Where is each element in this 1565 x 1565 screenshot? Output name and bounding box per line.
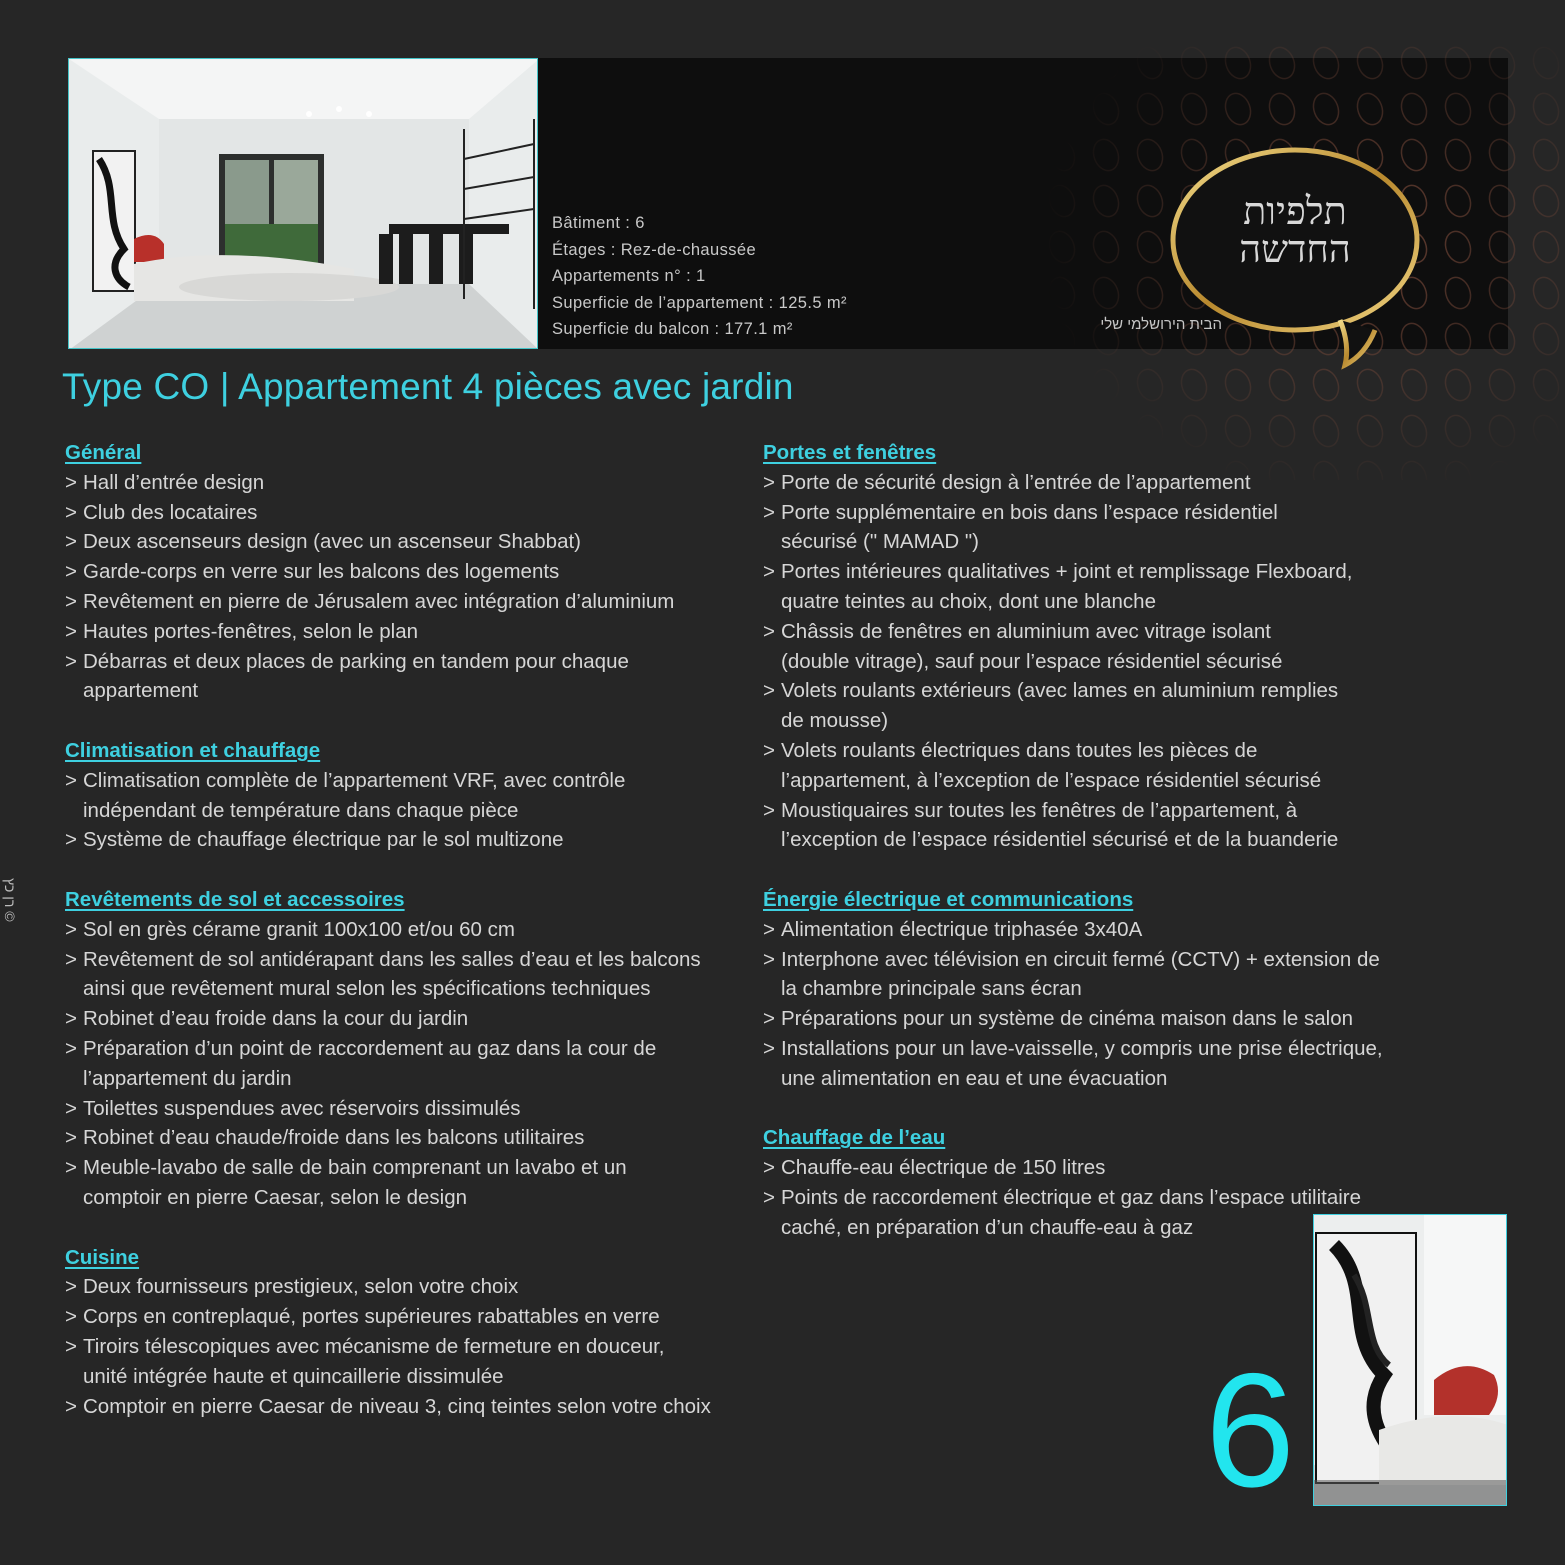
page-number: 6 bbox=[1205, 1340, 1296, 1521]
bullet-marker: > bbox=[65, 530, 77, 554]
list-item bbox=[65, 647, 755, 707]
list-item bbox=[65, 825, 755, 855]
list-item bbox=[65, 1302, 755, 1332]
list-item-text: Portes intérieures qualitatives + joint et remplissage Flexboard, bbox=[781, 560, 1353, 584]
list-item-text: Corps en contreplaqué, portes supérieures rabattables en verre bbox=[83, 1305, 660, 1329]
list-item-text: Toilettes suspendues avec réservoirs dissimulés bbox=[83, 1096, 521, 1120]
list-item-text: Deux ascenseurs design (avec un ascenseur Shabbat) bbox=[83, 530, 581, 554]
list-item bbox=[65, 1272, 755, 1302]
section-title: Climatisation et chauffage bbox=[65, 738, 321, 762]
building-specs bbox=[552, 210, 847, 343]
bullet-marker: > bbox=[65, 1007, 77, 1031]
list-item-text: Moustiquaires sur toutes les fenêtres de l’appartement, à bbox=[781, 798, 1298, 822]
bullet-marker: > bbox=[65, 768, 77, 792]
section-title: Portes et fenêtres bbox=[763, 441, 937, 464]
spec-section bbox=[65, 736, 755, 855]
bullet-marker: > bbox=[763, 1156, 775, 1180]
left-column bbox=[65, 438, 755, 1451]
bullet-marker: > bbox=[763, 738, 775, 762]
bullet-marker: > bbox=[763, 470, 775, 494]
list-item-text: Châssis de fenêtres en aluminium avec vitrage isolant bbox=[781, 619, 1271, 643]
bullet-marker: > bbox=[763, 1007, 775, 1031]
list-item-text: l’appartement du jardin bbox=[83, 1066, 292, 1090]
list-item bbox=[65, 587, 755, 617]
bullet-marker: > bbox=[763, 500, 775, 524]
list-item bbox=[65, 527, 755, 557]
bullet-marker: > bbox=[65, 1096, 77, 1120]
list-item-text: Préparation d’un point de raccordement au gaz dans la cour de bbox=[83, 1036, 657, 1060]
logo-line-2: החדשה bbox=[1239, 227, 1351, 271]
brand-tagline: הבית הירושלמי שלי bbox=[1100, 316, 1222, 333]
list-item bbox=[763, 498, 1423, 558]
bullet-marker: > bbox=[65, 947, 77, 971]
list-item-text: Points de raccordement électrique et gaz dans l’espace utilitaire bbox=[781, 1185, 1362, 1209]
list-item bbox=[763, 1004, 1423, 1034]
list-item-text: de mousse) bbox=[781, 709, 889, 733]
bullet-marker: > bbox=[65, 500, 77, 524]
list-item-text: indépendant de température dans chaque pièce bbox=[83, 798, 519, 822]
list-item-text: Club des locataires bbox=[83, 500, 258, 524]
list-item-text: Meuble-lavabo de salle de bain comprenant un lavabo et un bbox=[83, 1156, 627, 1180]
bullet-marker: > bbox=[65, 828, 77, 852]
list-item bbox=[65, 945, 755, 1005]
spec-floors: Étages : Rez-de-chaussée bbox=[552, 240, 757, 259]
bullet-marker: > bbox=[65, 1275, 77, 1299]
list-item bbox=[65, 1123, 755, 1153]
list-item-text: Tiroirs télescopiques avec mécanisme de fermeture en douceur, bbox=[83, 1334, 665, 1358]
right-column bbox=[763, 438, 1423, 1272]
list-item-text: Hall d’entrée design bbox=[83, 470, 265, 494]
section-title: Général bbox=[65, 441, 142, 464]
list-item bbox=[65, 498, 755, 528]
section-title: Énergie électrique et communications bbox=[763, 887, 1134, 911]
hero-interior-photo bbox=[68, 58, 538, 349]
bullet-marker: > bbox=[65, 1036, 77, 1060]
list-item bbox=[763, 1153, 1423, 1183]
list-item bbox=[65, 617, 755, 647]
bullet-marker: > bbox=[65, 619, 77, 643]
brand-logo-text bbox=[1180, 189, 1410, 271]
list-item bbox=[763, 617, 1423, 677]
spec-section bbox=[65, 885, 755, 1213]
list-item-text: Revêtement en pierre de Jérusalem avec intégration d’aluminium bbox=[83, 589, 675, 613]
spec-balcony-area: Superficie du balcon : 177.1 m² bbox=[552, 320, 793, 338]
logo-line-1: תלפיות bbox=[1243, 189, 1347, 233]
bullet-marker: > bbox=[763, 679, 775, 703]
bullet-marker: > bbox=[65, 470, 77, 494]
bullet-marker: > bbox=[65, 1334, 77, 1358]
list-item-text: ainsi que revêtement mural selon les spécifications techniques bbox=[83, 977, 651, 1001]
list-item-text: Robinet d’eau froide dans la cour du jardin bbox=[83, 1007, 469, 1031]
list-item-text: quatre teintes au choix, dont une blanche bbox=[781, 589, 1156, 613]
bullet-marker: > bbox=[763, 917, 775, 941]
bullet-marker: > bbox=[763, 798, 775, 822]
list-item bbox=[65, 1094, 755, 1124]
list-item bbox=[763, 468, 1423, 498]
list-item-text: caché, en préparation d’un chauffe-eau à gaz bbox=[781, 1215, 1194, 1239]
spec-apartments: Appartements n° : 1 bbox=[552, 267, 706, 285]
bullet-marker: > bbox=[65, 589, 77, 613]
list-item bbox=[65, 468, 755, 498]
section-title: Chauffage de l’eau bbox=[763, 1126, 946, 1150]
bullet-marker: > bbox=[65, 917, 77, 941]
list-item bbox=[65, 1153, 755, 1213]
list-item-text: Revêtement de sol antidérapant dans les salles d’eau et les balcons bbox=[83, 947, 701, 971]
list-item bbox=[65, 766, 755, 826]
list-item-text: Sol en grès cérame granit 100x100 et/ou 60 cm bbox=[83, 917, 515, 941]
page-title: Type CO | Appartement 4 pièces avec jardin bbox=[62, 366, 794, 407]
bullet-marker: > bbox=[763, 560, 775, 584]
bullet-marker: > bbox=[65, 1305, 77, 1329]
photo-credit: רן כץ © bbox=[2, 878, 18, 922]
bullet-marker: > bbox=[65, 560, 77, 584]
list-item-text: (double vitrage), sauf pour l’espace résidentiel sécurisé bbox=[781, 649, 1283, 673]
list-item-text: unité intégrée haute et quincaillerie dissimulée bbox=[83, 1364, 504, 1388]
list-item-text: Interphone avec télévision en circuit fermé (CCTV) + extension de bbox=[781, 947, 1380, 971]
spec-section bbox=[65, 438, 755, 706]
list-item-text: Hautes portes-fenêtres, selon le plan bbox=[83, 619, 419, 643]
list-item-text: Climatisation complète de l’appartement VRF, avec contrôle bbox=[83, 768, 626, 792]
bullet-marker: > bbox=[65, 1126, 77, 1150]
list-item bbox=[763, 915, 1423, 945]
bullet-marker: > bbox=[65, 649, 77, 673]
list-item bbox=[65, 1332, 755, 1392]
list-item-text: appartement bbox=[83, 679, 199, 703]
bullet-marker: > bbox=[65, 1156, 77, 1180]
list-item-text: comptoir en pierre Caesar, selon le design bbox=[83, 1185, 468, 1209]
bullet-marker: > bbox=[763, 1185, 775, 1209]
list-item bbox=[65, 1034, 755, 1094]
list-item-text: Alimentation électrique triphasée 3x40A bbox=[781, 917, 1143, 941]
list-item-text: la chambre principale sans écran bbox=[781, 977, 1082, 1001]
list-item-text: Volets roulants électriques dans toutes les pièces de bbox=[781, 738, 1258, 762]
section-title: Cuisine bbox=[65, 1245, 140, 1269]
list-item-text: Préparations pour un système de cinéma maison dans le salon bbox=[781, 1007, 1354, 1031]
list-item-text: sécurisé (" MAMAD ") bbox=[781, 530, 979, 554]
list-item-text: Robinet d’eau chaude/froide dans les balcons utilitaires bbox=[83, 1126, 585, 1150]
list-item bbox=[65, 557, 755, 587]
list-item-text: Chauffe-eau électrique de 150 litres bbox=[781, 1156, 1106, 1180]
spec-section bbox=[763, 885, 1423, 1094]
list-item-text: Installations pour un lave-vaisselle, y compris une prise électrique, bbox=[781, 1036, 1383, 1060]
living-room-thumbnail bbox=[1313, 1214, 1507, 1506]
list-item-text: Système de chauffage électrique par le sol multizone bbox=[83, 828, 564, 852]
list-item bbox=[65, 1392, 755, 1422]
list-item-text: l’exception de l’espace résidentiel sécurisé et de la buanderie bbox=[781, 828, 1339, 852]
list-item bbox=[763, 557, 1423, 617]
list-item bbox=[763, 796, 1423, 856]
spec-section bbox=[65, 1243, 755, 1422]
list-item-text: une alimentation en eau et une évacuation bbox=[781, 1066, 1168, 1090]
list-item-text: Comptoir en pierre Caesar de niveau 3, cinq teintes selon votre choix bbox=[83, 1394, 711, 1418]
list-item-text: Débarras et deux places de parking en tandem pour chaque bbox=[83, 649, 629, 673]
bullet-marker: > bbox=[763, 619, 775, 643]
list-item-text: Garde-corps en verre sur les balcons des logements bbox=[83, 560, 560, 584]
spec-section bbox=[763, 438, 1423, 855]
list-item-text: Volets roulants extérieurs (avec lames en aluminium remplies bbox=[781, 679, 1339, 703]
list-item-text: Deux fournisseurs prestigieux, selon votre choix bbox=[83, 1275, 519, 1299]
list-item bbox=[65, 915, 755, 945]
list-item bbox=[763, 736, 1423, 796]
section-title: Revêtements de sol et accessoires bbox=[65, 887, 405, 911]
list-item-text: Porte supplémentaire en bois dans l’espace résidentiel bbox=[781, 500, 1278, 524]
list-item bbox=[763, 1034, 1423, 1094]
list-item bbox=[763, 676, 1423, 736]
bullet-marker: > bbox=[65, 1394, 77, 1418]
spec-building: Bâtiment : 6 bbox=[552, 214, 645, 232]
list-item bbox=[65, 1004, 755, 1034]
list-item-text: l’appartement, à l’exception de l’espace résidentiel sécurisé bbox=[781, 768, 1322, 792]
spec-apartment-area: Superficie de l’appartement : 125.5 m² bbox=[552, 293, 847, 312]
list-item bbox=[763, 945, 1423, 1005]
bullet-marker: > bbox=[763, 1036, 775, 1060]
list-item-text: Porte de sécurité design à l’entrée de l’appartement bbox=[781, 470, 1251, 494]
bullet-marker: > bbox=[763, 947, 775, 971]
